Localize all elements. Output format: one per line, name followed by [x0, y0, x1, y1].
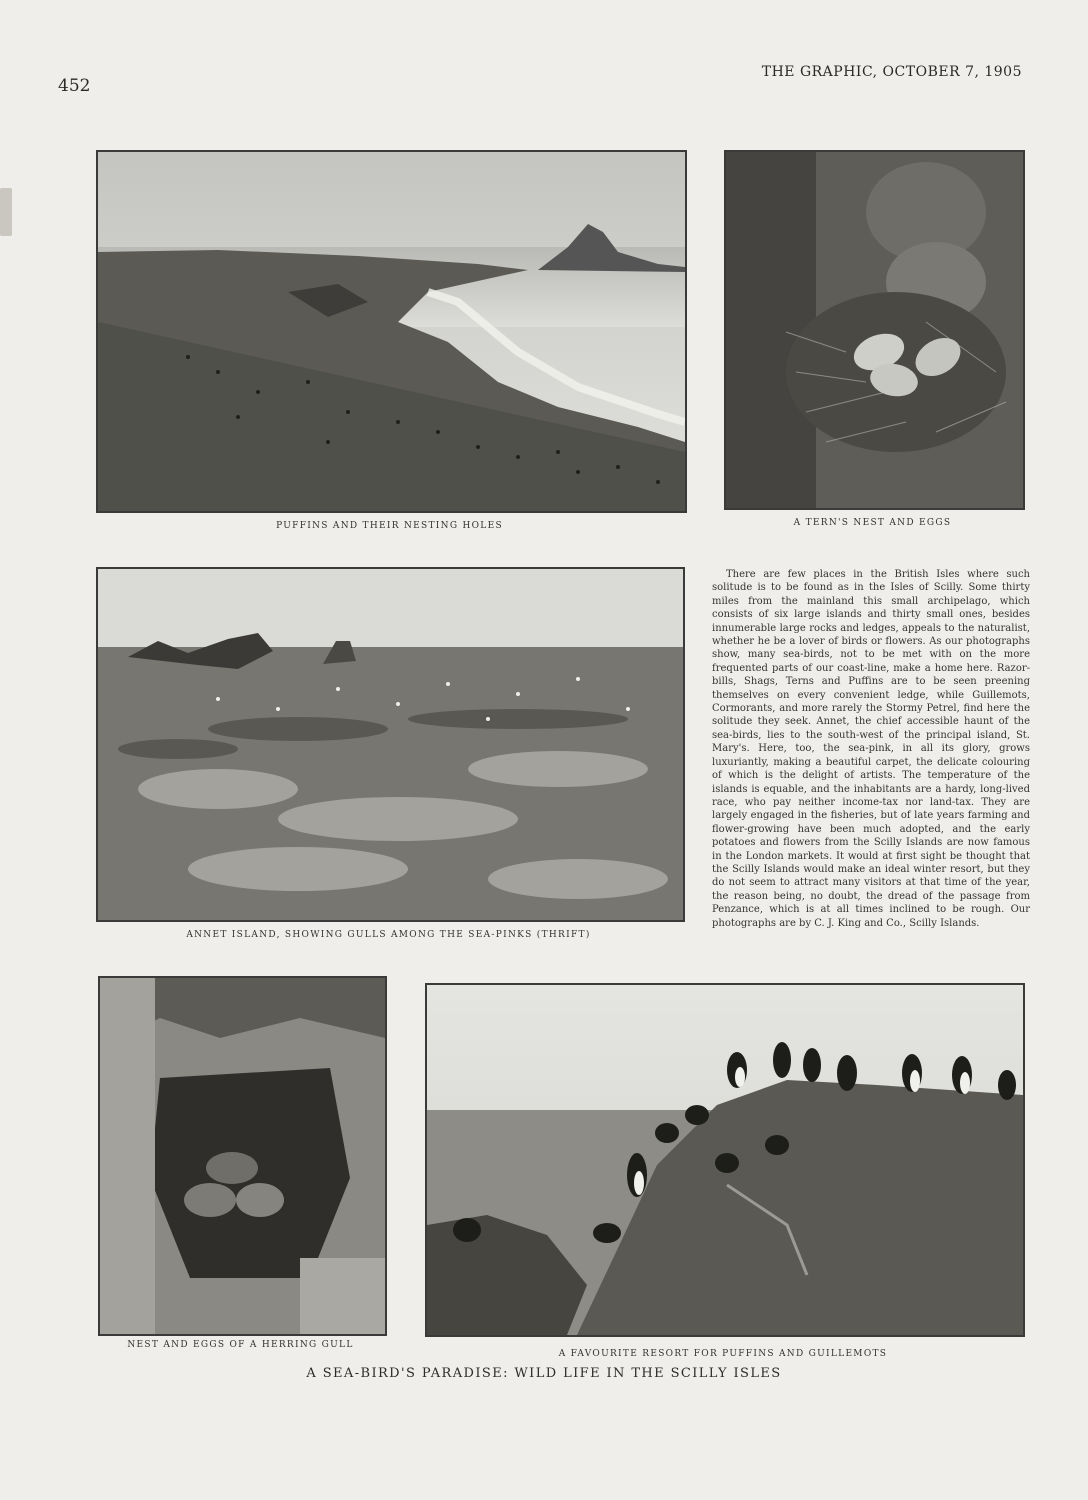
photo-puffins-guillemots-resort: [425, 983, 1025, 1337]
caption-annet: ANNET ISLAND, SHOWING GULLS AMONG THE SEA-PINKS (THRIFT): [186, 930, 591, 940]
page-number: 452: [58, 76, 91, 96]
caption-tern: A TERN'S NEST AND EGGS: [793, 518, 952, 528]
photo-puffins-nesting-holes: [96, 150, 687, 513]
photo-annet-island: [96, 567, 685, 922]
caption-resort: A FAVOURITE RESORT FOR PUFFINS AND GUILLEMOTS: [558, 1349, 888, 1359]
page-title: A SEA-BIRD'S PARADISE: WILD LIFE IN THE SCILLY ISLES: [306, 1366, 782, 1381]
caption-puffins: PUFFINS AND THEIR NESTING HOLES: [276, 521, 503, 531]
caption-gull-nest: NEST AND EGGS OF A HERRING GULL: [127, 1340, 354, 1350]
article-body: There are few places in the British Isles where such solitude is to be found as in the Isles of Scilly. Some thirty miles from the mainland this small archipelago, which consists of six large islands and thirty small ones, besides innumerable large rocks and ledges, appeals to the naturalist, whether he be a lover of birds or flowers. As our photographs show, many sea-birds, not to be met with on the more frequented parts of our coast-line, make a home here. Razor-bills, Shags, Terns and Puffins are to be seen preening themselves on every convenient ledge, while Guillemots, Cormorants, and more rarely the Stormy Petrel, find here the solitude they seek. Annet, the chief accessible haunt of the sea-birds, lies to the south-west of the principal island, St. Mary's. Here, too, the sea-pink, in all its glory, grows luxuriantly, making a beautiful carpet, the delicate colouring of which is the delight of artists. The temperature of the islands is equable, and the inhabitants are a hardy, long-lived race, who pay neither income-tax nor land-tax. They are largely engaged in the fisheries, but of late years farming and flower-growing have been much adopted, and the early potatoes and flowers from the Scilly Islands are now famous in the London markets. It would at first sight be thought that the Scilly Islands would make an ideal winter resort, but they do not seem to attract many visitors at that time of the year, the reason being, no doubt, the dread of the passage from Penzance, which is at all times inclined to be rough. Our photographs are by C. J. King and Co., Scilly Islands.: [712, 569, 1030, 929]
photo-tern-nest: [724, 150, 1025, 510]
margin-tab-mark: [0, 188, 12, 236]
running-header: THE GRAPHIC, OCTOBER 7, 1905: [761, 64, 1022, 80]
photo-herring-gull-nest: [98, 976, 387, 1336]
